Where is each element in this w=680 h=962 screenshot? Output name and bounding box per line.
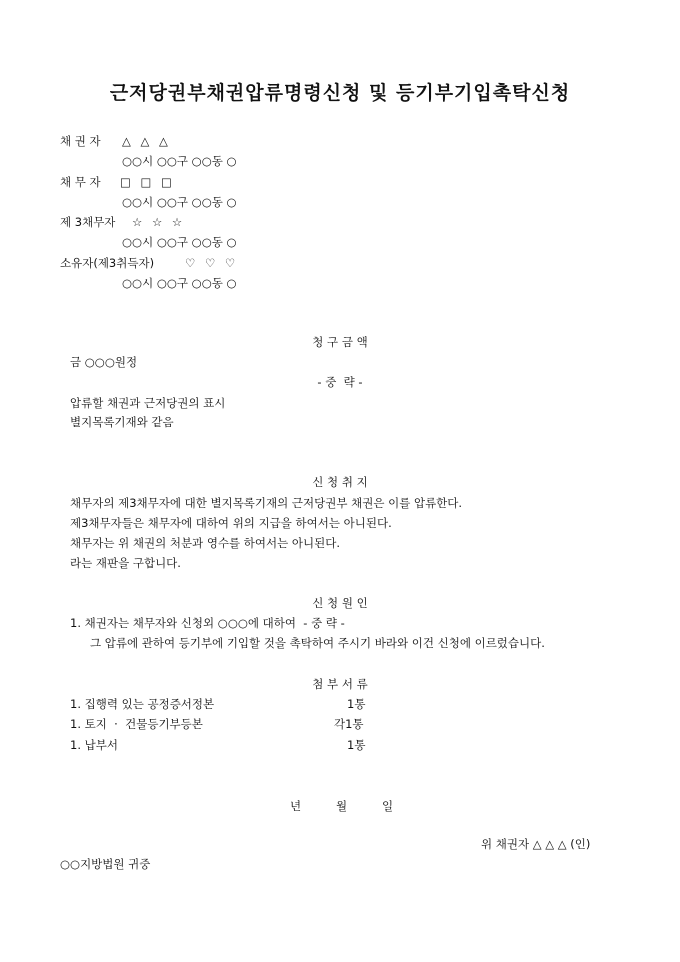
party-name-owner: ♡ ♡ ♡: [185, 256, 239, 270]
claim-heading: 청 구 금 액: [312, 335, 368, 349]
cause-line: 그 압류에 관하여 등기부에 기입할 것을 촉탁하여 주시기 바라와 이건 신청에 이르렀습니다.: [90, 636, 545, 650]
date-year: 년: [290, 799, 302, 813]
cause-heading: 신 청 원 인: [312, 596, 368, 610]
party-address-debtor: ○○시 ○○구 ○○동 ○: [122, 195, 237, 209]
document-title: 근저당권부채권압류명령신청 및 등기부기입촉탁신청: [109, 82, 571, 104]
party-address-third-debtor: ○○시 ○○구 ○○동 ○: [122, 235, 237, 249]
court-name: ○○지방법원 귀중: [60, 857, 151, 871]
claim-amount: 금 ○○○원정: [70, 355, 138, 369]
attachments-heading: 첨 부 서 류: [312, 677, 368, 691]
party-name-third-debtor: ☆ ☆ ☆: [132, 215, 186, 229]
party-label-creditor: 채 권 자: [60, 134, 101, 148]
party-label-third-debtor: 제 3채무자: [60, 215, 116, 229]
party-label-owner: 소유자(제3취득자): [60, 256, 155, 270]
claim-line: 별지목록기재와 같음: [70, 415, 174, 429]
cause-line: 1. 채권자는 채무자와 신청외 ○○○에 대하여 - 중 략 -: [70, 616, 345, 630]
signature-line: 위 채권자 △ △ △ (인): [481, 837, 591, 851]
claim-line: 압류할 채권과 근저당권의 표시: [70, 396, 226, 410]
attachment-count: 1통: [347, 697, 366, 711]
party-address-owner: ○○시 ○○구 ○○동 ○: [122, 276, 237, 290]
attachment-name: 1. 집행력 있는 공정증서정본: [70, 697, 215, 711]
date-day: 일: [382, 799, 394, 813]
attachment-count: 1통: [347, 738, 366, 752]
claim-omitted: - 중 략 -: [317, 375, 363, 389]
party-label-debtor: 채 무 자: [60, 175, 101, 189]
attachment-count: 각1통: [334, 717, 364, 731]
purpose-line: 채무자의 제3채무자에 대한 별지목록기재의 근저당권부 채권은 이를 압류한다.: [70, 496, 463, 510]
purpose-heading: 신 청 취 지: [312, 475, 368, 489]
purpose-line: 채무자는 위 채권의 처분과 영수를 하여서는 아니된다.: [70, 536, 340, 550]
purpose-line: 라는 재판을 구합니다.: [70, 556, 181, 570]
party-name-creditor: △ △ △: [122, 134, 171, 148]
attachment-name: 1. 납부서: [70, 738, 118, 752]
date-month: 월: [336, 799, 348, 813]
purpose-line: 제3채무자들은 채무자에 대하여 위의 지급을 하여서는 아니된다.: [70, 516, 392, 530]
attachment-name: 1. 토지 · 건물등기부등본: [70, 717, 203, 731]
party-name-debtor: □ □ □: [120, 175, 175, 189]
party-address-creditor: ○○시 ○○구 ○○동 ○: [122, 154, 237, 168]
